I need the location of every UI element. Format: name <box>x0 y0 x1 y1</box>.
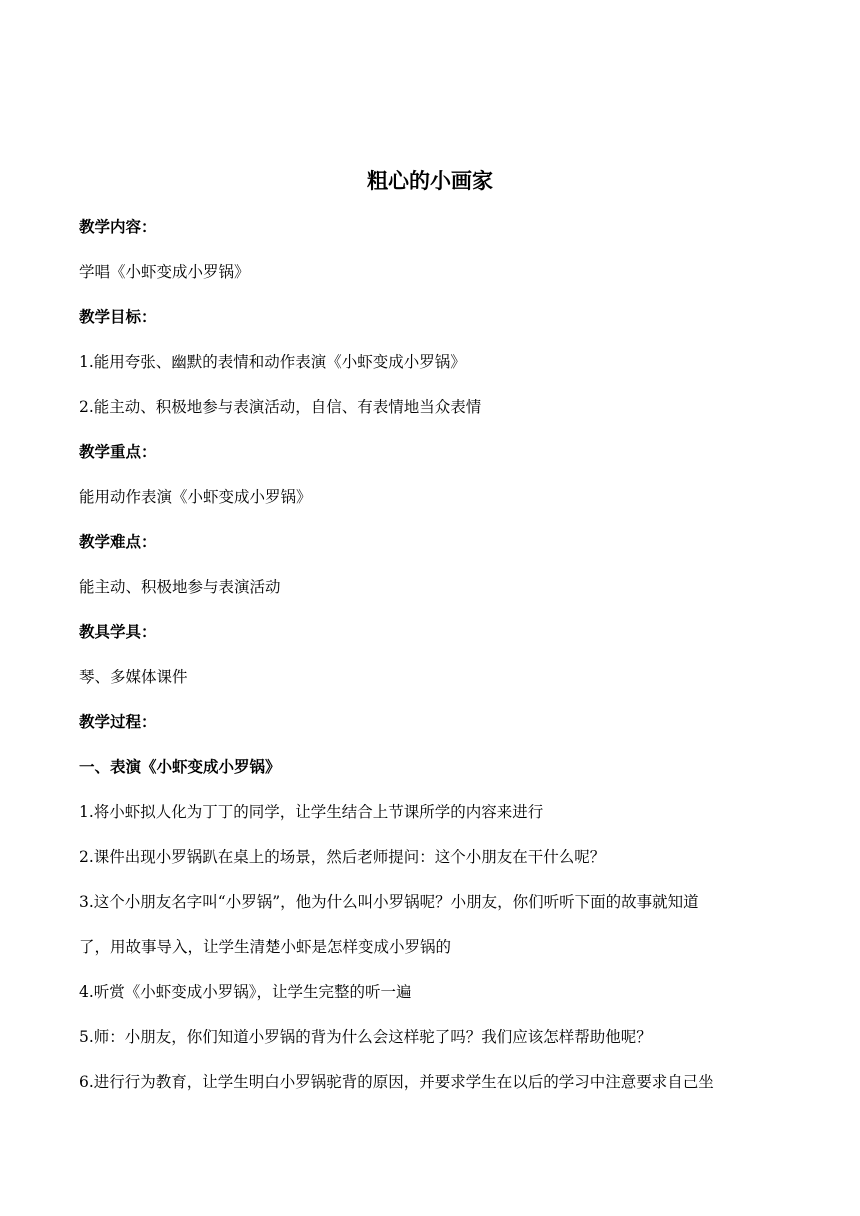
heading-difficulties: 教学难点： <box>79 533 157 551</box>
paragraph-difficulties: 能主动、积极地参与表演活动 <box>79 578 281 596</box>
heading-teaching-goals: 教学目标： <box>79 308 157 326</box>
heading-key-points: 教学重点： <box>79 443 157 461</box>
document-title: 粗心的小画家 <box>367 169 493 193</box>
heading-teaching-aids: 教具学具： <box>79 623 157 641</box>
paragraph-goal-1: 1.能用夸张、幽默的表情和动作表演《小虾变成小罗锅》 <box>79 353 466 371</box>
paragraph-step-2: 2.课件出现小罗锅趴在桌上的场景，然后老师提问：这个小朋友在干什么呢？ <box>79 848 606 866</box>
paragraph-goal-2: 2.能主动、积极地参与表演活动，自信、有表情地当众表情 <box>79 398 482 416</box>
paragraph-key-points: 能用动作表演《小虾变成小罗锅》 <box>79 488 312 506</box>
paragraph-step-5: 5.师：小朋友，你们知道小罗锅的背为什么会这样驼了吗？我们应该怎样帮助他呢？ <box>79 1028 652 1046</box>
heading-teaching-process: 教学过程： <box>79 713 157 731</box>
heading-section-1: 一、表演《小虾变成小罗锅》 <box>79 758 281 776</box>
paragraph-step-3-cont: 了，用故事导入，让学生清楚小虾是怎样变成小罗锅的 <box>79 938 452 956</box>
heading-teaching-content: 教学内容： <box>79 218 157 236</box>
paragraph-step-3: 3.这个小朋友名字叫“小罗锅”，他为什么叫小罗锅呢？小朋友，你们听听下面的故事就知道 <box>79 893 699 911</box>
paragraph-step-1: 1.将小虾拟人化为丁丁的同学，让学生结合上节课所学的内容来进行 <box>79 803 544 821</box>
paragraph-teaching-aids: 琴、多媒体课件 <box>79 668 188 686</box>
paragraph-step-4: 4.听赏《小虾变成小罗锅》，让学生完整的听一遍 <box>79 983 412 1001</box>
paragraph-step-6: 6.进行行为教育，让学生明白小罗锅驼背的原因，并要求学生在以后的学习中注意要求自己坐 <box>79 1073 714 1091</box>
paragraph-teaching-content: 学唱《小虾变成小罗锅》 <box>79 263 250 281</box>
